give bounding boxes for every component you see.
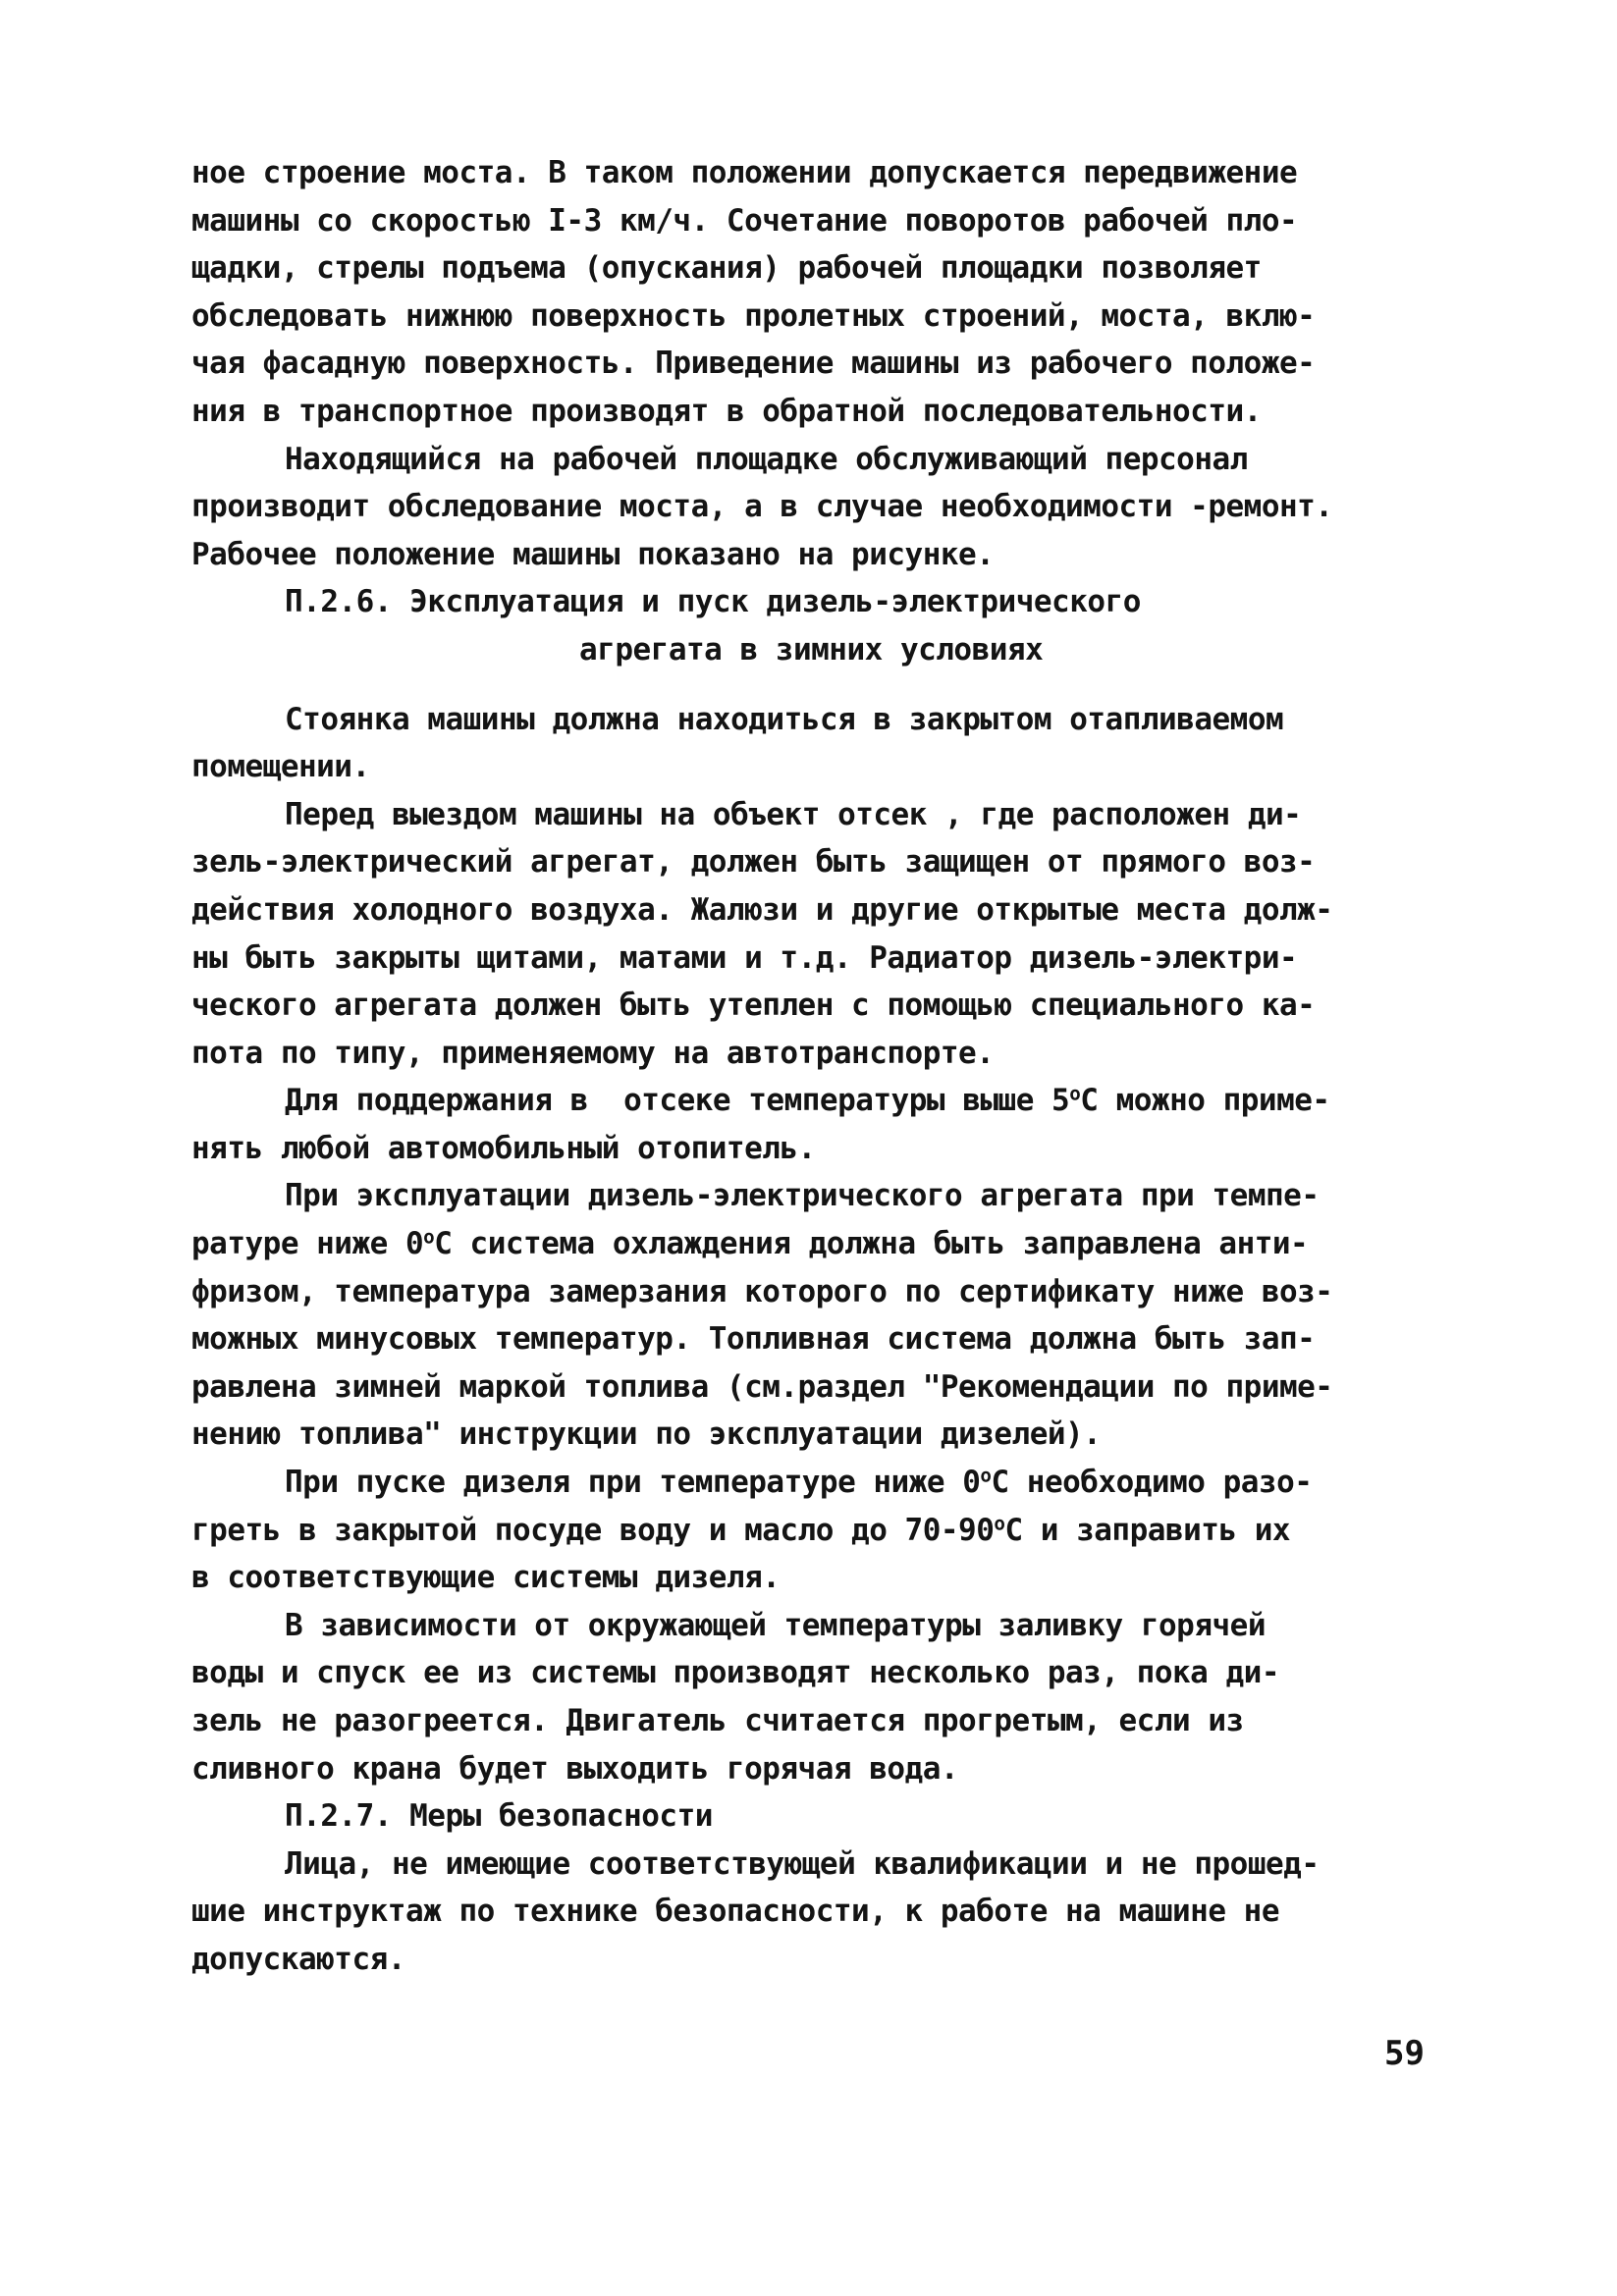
text-line: фризом, температура замерзания которого по сертификату ниже воз- [191,1273,1333,1309]
text-line: машины со скоростью I-3 км/ч. Сочетание поворотов рабочей пло- [191,202,1298,239]
text-line: действия холодного воздуха. Жалюзи и другие открытые места долж- [191,891,1333,928]
text-line [191,1220,1463,1268]
text-line: Лица, не имеющие соответствующей квалификации и не прошед- [285,1845,1320,1882]
paragraph-personnel [191,436,1463,579]
text-line [191,1459,1463,1507]
text-line: сливного крана будет выходить горячая вода. [191,1750,959,1787]
text-line: шие инструктаж по технике безопасности, к работе на машине не [191,1894,1279,1930]
text-line: нять любой автомобильный отопитель. [191,1130,816,1166]
degree-sign: о [994,1512,1005,1535]
heading-line: агрегата в зимних условиях [579,631,1044,667]
section-heading-2-6 [191,578,1463,673]
text-line: щадки, стрелы подъема (опускания) рабочей площадки позволяет [191,250,1262,287]
page-number: 59 [1384,2034,1425,2073]
paragraph-parking [191,696,1463,791]
body-text [191,149,1463,1984]
text-line: пота по типу, применяемому на автотранспорте. [191,1035,995,1071]
text-line [191,1507,1463,1555]
text-line: равлена зимней маркой топлива (см.раздел "Рекомендации по приме- [191,1368,1333,1405]
text-line: Находящийся на рабочей площадке обслуживающий персонал [285,441,1248,477]
text-line: воды и спуск ее из системы производят несколько раз, пока ди- [191,1655,1279,1691]
paragraph-startup [191,1459,1463,1602]
text-line: Стоянка машины должна находиться в закрытом отапливаемом [285,701,1284,737]
paragraph-safety [191,1841,1463,1984]
text-line: зель не разогреется. Двигатель считается прогретым, если из [191,1703,1244,1738]
heading-line: П.2.7. Меры безопасности [285,1798,713,1835]
paragraph-hot-water [191,1602,1463,1792]
section-heading-2-7 [191,1792,1463,1841]
text-line: ния в транспортное производят в обратной последовательности. [191,393,1262,429]
text-line: производит обследование моста, а в случае необходимости -ремонт. [191,489,1333,525]
paragraph-compartment [191,791,1463,1078]
text-segment: При пуске дизеля при температуре ниже 0 [285,1465,981,1501]
text-segment: С система охлаждения должна быть заправлена анти- [434,1226,1309,1262]
degree-sign: о [980,1464,992,1487]
text-line: В зависимости от окружающей температуры заливку горячей [285,1607,1266,1643]
text-line: ческого агрегата должен быть утеплен с помощью специального ка- [191,988,1316,1024]
text-line: можных минусовых температур. Топливная система должна быть зап- [191,1321,1316,1358]
degree-sign: о [423,1225,435,1249]
text-segment: С можно приме- [1080,1083,1330,1119]
text-line: допускаются. [191,1941,405,1977]
text-segment: С и заправить их [1004,1512,1291,1548]
text-line [191,1077,1463,1125]
text-line: Рабочее положение машины показано на рисунке. [191,536,995,572]
text-line: нению топлива" инструкции по эксплуатации дизелей). [191,1416,1102,1453]
text-segment: ратуре ниже 0 [191,1226,424,1262]
text-segment: Для поддержания в отсеке температуры выше 5 [285,1083,1070,1119]
text-segment: С необходимо разо- [991,1465,1313,1501]
paragraph-bridge-position [191,149,1463,436]
text-line: в соответствующие системы дизеля. [191,1560,781,1596]
text-line: Перед выездом машины на объект отсек , где расположен ди- [285,796,1302,832]
text-line: помещении. [191,749,370,785]
paragraph-heater [191,1077,1463,1172]
degree-sign: о [1069,1082,1081,1105]
text-line: ное строение моста. В таком положении допускается передвижение [191,155,1298,190]
text-line: ны быть закрыты щитами, матами и т.д. Радиатор дизель-электри- [191,939,1298,976]
text-line: зель-электрический агрегат, должен быть защищен от прямого воз- [191,844,1316,881]
paragraph-antifreeze [191,1172,1463,1459]
text-line: При эксплуатации дизель-электрического агрегата при темпе- [285,1178,1320,1214]
text-segment: греть в закрытой посуде воду и масло до 70-90 [191,1512,995,1548]
text-line: обследовать нижнюю поверхность пролетных строений, моста, вклю- [191,297,1316,334]
text-line: чая фасадную поверхность. Приведение машины из рабочего положе- [191,346,1316,382]
heading-line: П.2.6. Эксплуатация и пуск дизель-электрического [285,584,1141,620]
